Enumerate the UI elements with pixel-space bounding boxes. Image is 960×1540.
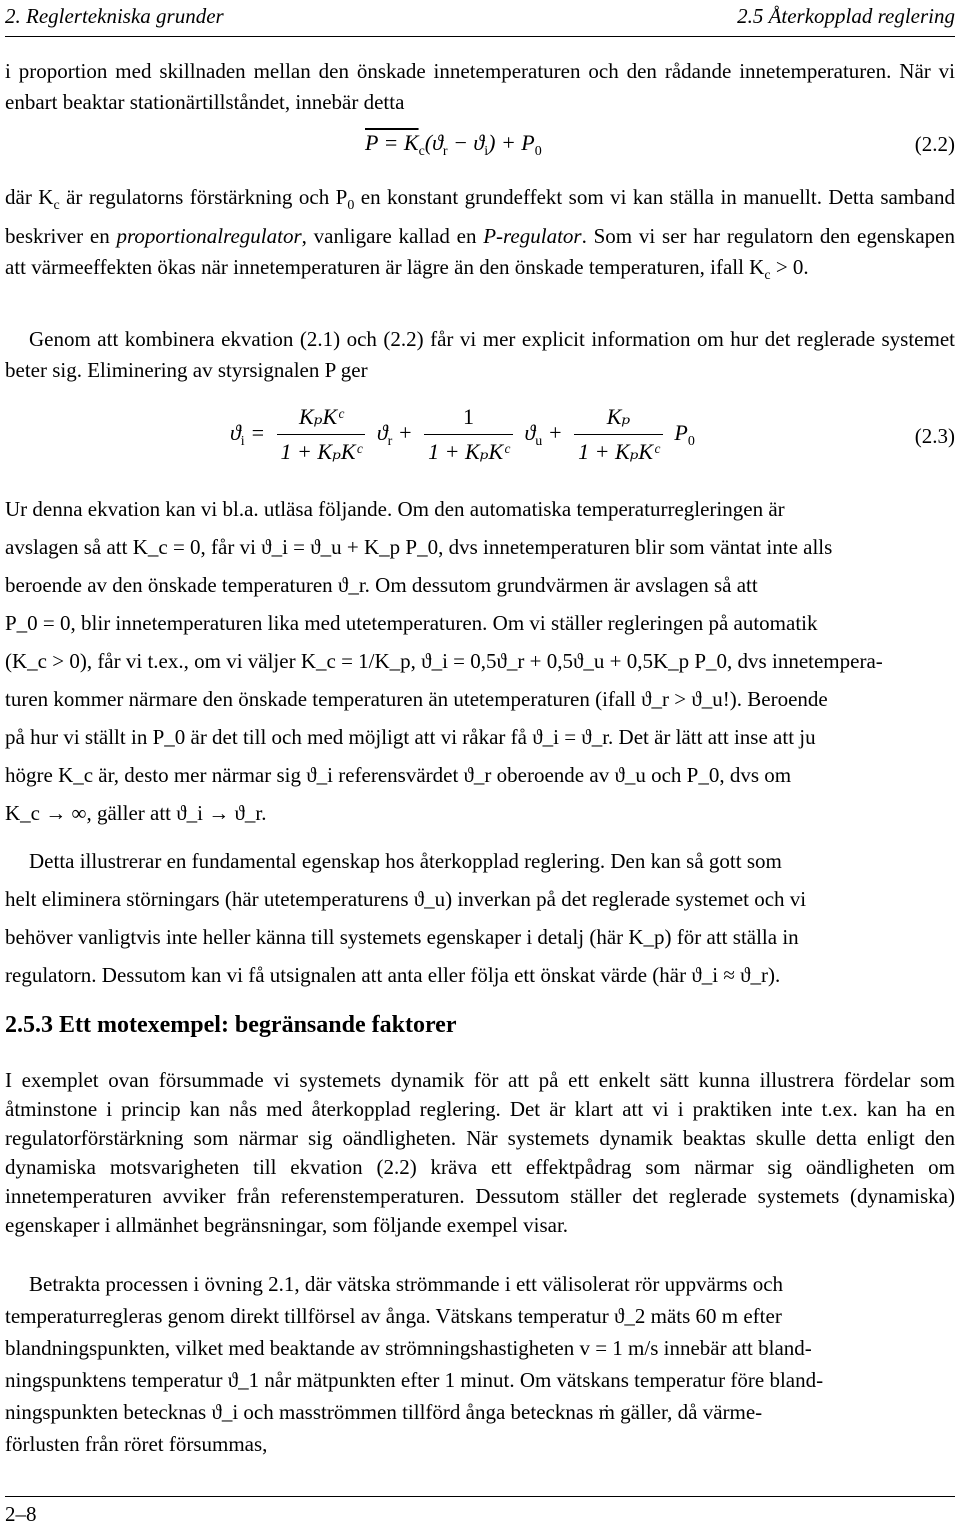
process-line: Betrakta processen i övning 2.1, där vätska strömmande i ett välisolerat rör uppvärms och [29, 1272, 784, 1296]
illustration-line: Detta illustrerar en fundamental egenskap hos återkopplad reglering. Den kan så gott som [29, 849, 782, 873]
equation-2-3-expression: $ϑ_i$ = $\frac{\text{KₚKᶜ}}{\text{1 + KₚKᶜ}}$ $ϑ_r$ + $\frac{1}{\text{1 + KₚKᶜ}}$ $ϑ_u$ + $\frac{\text{Kₚ}}{\text{1 + KₚKᶜ}}$ $P_0$ [230, 400, 695, 469]
header-rule [5, 36, 955, 37]
process-line: ningspunktens temperatur ϑ_1 når mätpunkten efter 1 minut. Om vätskans temperatur före bland- [5, 1368, 824, 1392]
analysis-line: beroende av den önskade temperaturen ϑ_r. Om dessutom grundvärmen är avslagen så att [5, 573, 758, 597]
illustration-line: regulatorn. Dessutom kan vi få utsignalen att anta eller följa ett önskat värde (här ϑ_i ≈ ϑ_r). [5, 963, 781, 987]
equation-2-3 [5, 400, 955, 480]
equation-2-2-expression: $P = K_c(ϑ_r - ϑ_i) + P_0$ [365, 130, 542, 159]
process-line: förlusten från röret försummas, [5, 1432, 268, 1456]
paragraph-counterexample-text: I exemplet ovan försummade vi systemets dynamik för att på ett enkelt sätt kunna illustrera fördelar som åtminstone i princip kan nås med återkopplad reglering. Det är klart att vi i praktiken inte t.ex. kan ha en regulatorförstärkning som närmar sig oändligheten. När systemets dynamik beaktas skulle detta enligt den dynamiska motsvarigheten till ekvation (2.2) kräva ett effektpådrag som närmar sig oändligheten om innetemperaturen avviker från referenstemperaturen. Dessutom ställer det reglerade systemets (dynamiska) egenskaper i allmänhet begränsningar, som följande exempel visar. [5, 1068, 955, 1237]
analysis-line: K_c → ∞, gäller att ϑ_i → ϑ_r. [5, 801, 267, 825]
process-line: blandningspunkten, vilket med beaktande av strömningshastigheten v = 1 m/s innebär att bland- [5, 1336, 812, 1360]
page-number: 2–8 [5, 1502, 37, 1526]
paragraph-intro-text: i proportion med skillnaden mellan den önskade innetemperaturen och den rådande innetemperaturen. När vi enbart beaktar stationärtillståndet, innebär detta [5, 59, 955, 114]
paragraph-combine-text: Genom att kombinera ekvation (2.1) och (2.2) får vi mer explicit information om hur det reglerade systemet beter sig. Eliminering av styrsignalen P ger [5, 327, 955, 382]
paragraph-process [5, 1268, 955, 1460]
analysis-line: turen kommer närmare den önskade temperaturen än utetemperaturen (ifall ϑ_r > ϑ_u!). Beroende [5, 687, 828, 711]
process-line: ningspunkten betecknas ϑ_i och masströmmen tillförd ånga betecknas ṁ gäller, då värme- [5, 1400, 763, 1424]
equation-number: (2.2) [914, 132, 955, 156]
header-chapter: 2. Reglertekniska grunder [5, 4, 224, 28]
footer-rule [5, 1496, 955, 1497]
section-heading: 2.5.3 Ett motexempel: begränsande faktorer [5, 1012, 457, 1038]
analysis-line: Ur denna ekvation kan vi bl.a. utläsa följande. Om den automatiska temperaturregleringen är [5, 497, 785, 521]
paragraph-regulator [5, 182, 955, 291]
analysis-line: högre K_c är, desto mer närmar sig ϑ_i referensvärdet ϑ_r oberoende av ϑ_u och P_0, dvs om [5, 763, 792, 787]
paragraph-illustration-text [5, 842, 955, 994]
illustration-line: behöver vanligtvis inte heller känna till systemets egenskaper i detalj (här K_p) för att ställa in [5, 925, 799, 949]
paragraph-illustration [5, 842, 955, 994]
illustration-line: helt eliminera störningars (här utetemperaturens ϑ_u) inverkan på det reglerade systemet och vi [5, 887, 807, 911]
paragraph-counterexample [5, 1066, 955, 1240]
running-header [5, 4, 955, 32]
analysis-line: (K_c > 0), får vi t.ex., om vi väljer K_c = 1/K_p, ϑ_i = 0,5ϑ_r + 0,5ϑ_u + 0,5K_p P_0, dvs innetempera- [5, 649, 883, 673]
paragraph-process-text [5, 1268, 955, 1460]
paragraph-analysis-text [5, 490, 955, 832]
paragraph-combine [5, 324, 955, 386]
process-line: temperaturregleras genom direkt tillförsel av ånga. Vätskans temperatur ϑ_2 mäts 60 m efter [5, 1304, 782, 1328]
paragraph-analysis [5, 490, 955, 832]
analysis-line: på hur vi ställt in P_0 är det till och med möjligt att vi råkar få ϑ_i = ϑ_r. Det är lätt att inse att ju [5, 725, 816, 749]
equation-2-2 [5, 128, 955, 168]
header-section: 2.5 Återkopplad reglering [737, 4, 955, 28]
paragraph-regulator-text: där $K_c$ är regulatorns förstärkning och $P_0$ en konstant grundeffekt som vi kan ställa in manuellt. Detta samband beskriver en proportionalregulator, vanligare kallad en P-regulator. Som vi ser har regulatorn den egenskapen att värmeeffekten ökas när innetemperaturen är lägre än den önskade temperaturen, ifall $K_c > 0$. [5, 185, 955, 283]
analysis-line: P_0 = 0, blir innetemperaturen lika med utetemperaturen. Om vi ställer regleringen på automatik [5, 611, 818, 635]
paragraph-intro [5, 56, 955, 118]
equation-number: (2.3) [914, 424, 955, 448]
analysis-line: avslagen så att K_c = 0, får vi ϑ_i = ϑ_u + K_p P_0, dvs innetemperaturen blir som väntat inte alls [5, 535, 833, 559]
